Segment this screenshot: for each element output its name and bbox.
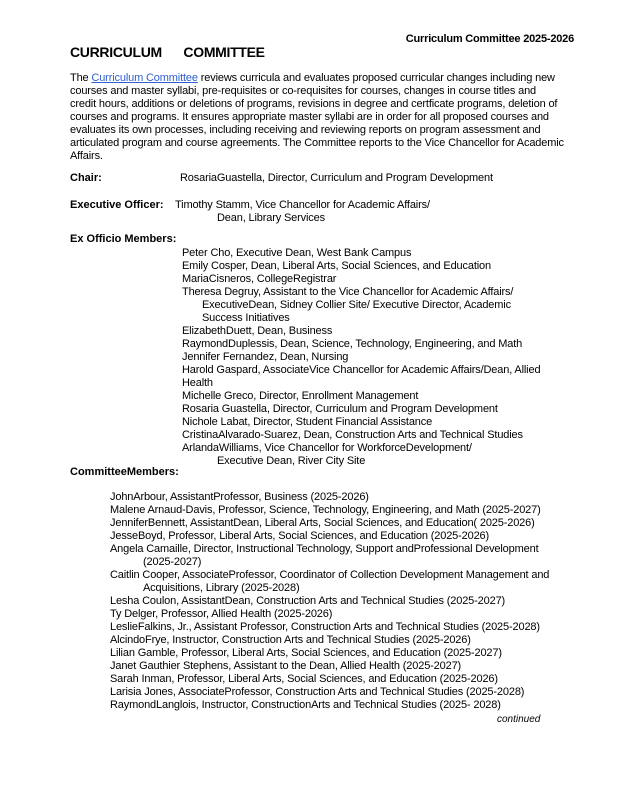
ex-officio-member-line: RaymondDuplessis, Dean, Science, Technology, Engineering, and Math (182, 338, 523, 350)
intro-prefix: The (70, 72, 92, 84)
ex-officio-member-line: Theresa Degruy, Assistant to the Vice Chancellor for Academic Affairs/ (182, 286, 514, 298)
executive-officer-label: Executive Officer: (70, 199, 164, 211)
chair-label: Chair: (70, 172, 102, 184)
ex-officio-member-line: Rosaria Guastella, Director, Curriculum and Program Development (182, 403, 498, 415)
committee-member-line: Caitlin Cooper, AssociateProfessor, Coordinator of Collection Development Management and (110, 569, 550, 581)
header-right: Curriculum Committee 2025-2026 (405, 33, 574, 45)
committee-members-list (110, 491, 549, 712)
committee-member-line: Lesha Coulon, AssistantDean, Construction Arts and Technical Studies (2025-2027) (110, 595, 506, 607)
executive-officer-line: Timothy Stamm, Vice Chancellor for Academic Affairs/ (175, 199, 430, 211)
executive-officer-row (70, 199, 430, 225)
committee-member-line: AlcindoFrye, Instructor, Construction Arts and Technical Studies (2025-2026) (110, 634, 471, 646)
ex-officio-member-line: Emily Cosper, Dean, Liberal Arts, Social Sciences, and Education (182, 260, 491, 272)
ex-officio-member-line: ArlandaWilliams, Vice Chancellor for WorkforceDevelopment/ (182, 442, 472, 454)
ex-officio-member-line: ExecutiveDean, Sidney Collier Site/ Executive Director, Academic (202, 299, 511, 311)
committee-member-line: Angela Camaille, Director, Instructional Technology, Support andProfessional Development (110, 543, 539, 555)
ex-officio-list (182, 247, 540, 468)
committee-member-line: Acquisitions, Library (2025-2028) (143, 582, 300, 594)
committee-member-line: Malene Arnaud-Davis, Professor, Science, Technology, Engineering, and Math (2025-2027) (110, 504, 541, 516)
committee-member-line: Sarah Inman, Professor, Liberal Arts, Social Sciences, and Education (2025-2026) (110, 673, 498, 685)
committee-member-line: LeslieFalkins, Jr., Assistant Professor, Construction Arts and Technical Studies (2025-2028) (110, 621, 540, 633)
continued-note: continued (497, 714, 541, 725)
chair-row (70, 172, 493, 185)
executive-officer-line: Dean, Library Services (217, 212, 325, 224)
ex-officio-member-line: Nichole Labat, Director, Student Financial Assistance (182, 416, 433, 428)
ex-officio-member-line: CristinaAlvarado-Suarez, Dean, Construction Arts and Technical Studies (182, 429, 523, 441)
committee-member-line: RaymondLanglois, Instructor, ConstructionArts and Technical Studies (2025- 2028) (110, 699, 501, 711)
ex-officio-member-line: Executive Dean, River City Site (217, 455, 366, 467)
committee-member-line: JenniferBennett, AssistantDean, Liberal Arts, Social Sciences, and Education( 2025-2026) (110, 517, 535, 529)
intro-rest: reviews curricula and evaluates proposed curricular changes including new courses and master syllabi, pre-requisites or co-requisites for courses, changes in course titles and credit hours, additions or deletions of programs, revisions in degree and certficate programs, deletion of courses and programs. It ensures appropriate master syllabi are in order for all proposed courses and evaluates its own processes, including receiving and reviewing reports on program assessment and articulated program and course agreements. The Committee reports to the Vice Chancellor for Academic Affairs. (70, 72, 564, 162)
committee-members-heading: CommitteeMembers: (70, 466, 179, 478)
ex-officio-member-line: ElizabethDuett, Dean, Business (182, 325, 333, 337)
committee-member-line: Ty Delger, Professor, Allied Health (2025-2026) (110, 608, 333, 620)
ex-officio-member-line: MariaCisneros, CollegeRegistrar (182, 273, 337, 285)
page-title: CURRICULUM COMMITTEE (70, 44, 265, 60)
committee-member-line: JohnArbour, AssistantProfessor, Business (2025-2026) (110, 491, 369, 503)
ex-officio-member-line: Peter Cho, Executive Dean, West Bank Campus (182, 247, 412, 259)
ex-officio-member-line: Health (182, 377, 213, 389)
ex-officio-member-line: Michelle Greco, Director, Enrollment Management (182, 390, 419, 402)
intro-paragraph (70, 72, 564, 163)
committee-member-line: (2025-2027) (143, 556, 202, 568)
committee-member-line: Lilian Gamble, Professor, Liberal Arts, Social Sciences, and Education (2025-2027) (110, 647, 502, 659)
curriculum-committee-link[interactable]: Curriculum Committee (91, 72, 198, 84)
executive-officer-value (175, 199, 430, 225)
committee-member-line: JesseBoyd, Professor, Liberal Arts, Social Sciences, and Education (2025-2026) (110, 530, 490, 542)
ex-officio-heading: Ex Officio Members: (70, 233, 177, 245)
ex-officio-member-line: Harold Gaspard, AssociateVice Chancellor for Academic Affairs/Dean, Allied (182, 364, 541, 376)
committee-member-line: Janet Gauthier Stephens, Assistant to the Dean, Allied Health (2025-2027) (110, 660, 462, 672)
ex-officio-member-line: Success Initiatives (202, 312, 290, 324)
chair-value: RosariaGuastella, Director, Curriculum and Program Development (180, 172, 493, 184)
ex-officio-member-line: Jennifer Fernandez, Dean, Nursing (182, 351, 349, 363)
committee-member-line: Larisia Jones, AssociateProfessor, Construction Arts and Technical Studies (2025-2028) (110, 686, 525, 698)
